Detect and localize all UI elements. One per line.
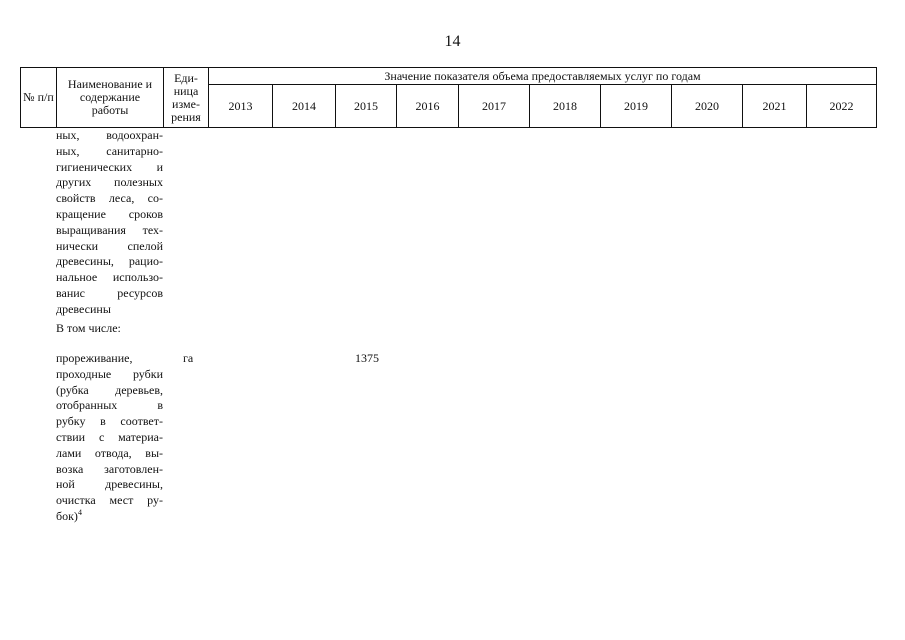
row2-line: рубку в соответ-: [56, 414, 163, 429]
row2-line: проходные рубки: [56, 366, 163, 381]
row1-line: гигиенических и: [56, 159, 163, 174]
year-2015-header: 2015: [336, 85, 397, 128]
header-values-title: Значение показателя объема предоставляемых услуг по годам: [384, 68, 701, 83]
row1-line: кращение сроков: [56, 206, 163, 221]
indicators-table-header: [20, 67, 877, 128]
row1-description: [56, 128, 163, 318]
row1-line: других полезных: [56, 175, 163, 190]
year-2020-header: 2020: [672, 85, 743, 128]
row1-line: древесины, рацио-: [56, 254, 163, 269]
row2-line: возка заготовлен-: [56, 461, 163, 476]
row2-line: ствии с материа-: [56, 429, 163, 444]
page-number: 14: [444, 33, 461, 50]
row1-line: древесины: [56, 301, 111, 316]
year-2014-header: 2014: [273, 85, 336, 128]
including-subtitle: В том числе:: [56, 321, 121, 335]
header-name-label: Наименование и содержание работы: [67, 77, 153, 117]
header-unit-label: Еди-ница изме-рения: [171, 70, 201, 124]
row1-line: ных, санитарно-: [56, 143, 163, 158]
row2-line: бок): [56, 508, 78, 523]
header-values-title-cell: [209, 68, 877, 85]
row2-line: лами отвода, вы-: [56, 445, 163, 460]
year-2016-header: 2016: [397, 85, 459, 128]
row2-description: [56, 351, 163, 525]
row1-line: ванис ресурсов: [56, 285, 163, 300]
header-name-cell: [57, 68, 164, 128]
row1-line: свойств леса, со-: [56, 191, 163, 206]
year-2018-header: 2018: [530, 85, 601, 128]
year-2022-header: 2022: [807, 85, 877, 128]
row2-line: (рубка деревьев,: [56, 382, 163, 397]
header-number-cell: [21, 68, 57, 128]
row1-line: нически спелой: [56, 238, 163, 253]
row2-unit: га: [183, 351, 194, 365]
row1-line: выращивания тех-: [56, 222, 163, 237]
row2-line: ной древесины,: [56, 477, 163, 492]
year-2021-header: 2021: [743, 85, 807, 128]
header-unit-cell: [164, 68, 209, 128]
year-2019-header: 2019: [601, 85, 672, 128]
footnote-marker: 4: [77, 507, 82, 517]
row2-line: прореживание,: [56, 351, 133, 365]
header-number-label: № п/п: [23, 90, 54, 104]
row1-line: нальное использо-: [56, 270, 163, 285]
row2-value-2015: 1375: [355, 351, 379, 365]
year-2013-header: 2013: [209, 85, 273, 128]
row2-line: очистка мест ру-: [56, 493, 163, 508]
row1-line: ных, водоохран-: [56, 128, 163, 142]
row2-line: отобранных в: [56, 398, 163, 413]
year-2017-header: 2017: [459, 85, 530, 128]
row2-last-line: [56, 509, 163, 525]
